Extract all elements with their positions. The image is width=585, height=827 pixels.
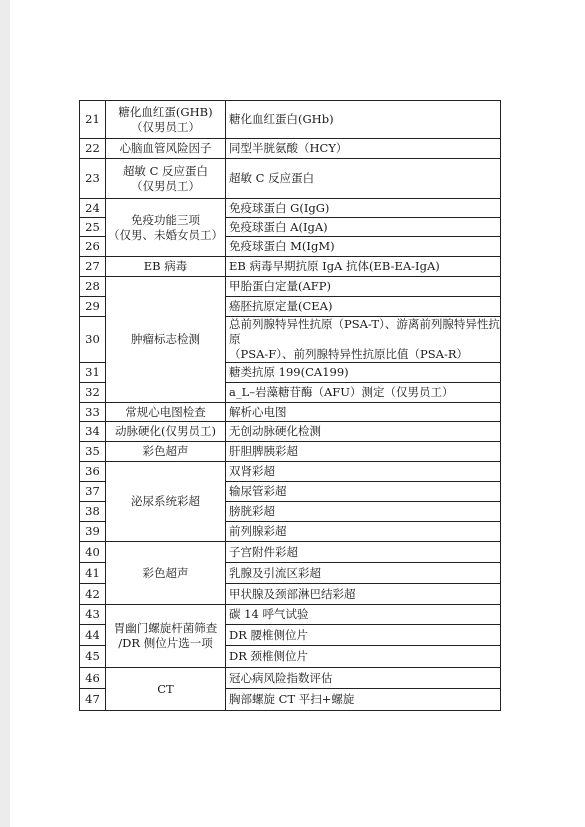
row-number: 43: [80, 605, 106, 625]
row-number: 37: [80, 482, 106, 502]
category-cell: CT: [106, 668, 226, 711]
row-number: 31: [80, 363, 106, 383]
category-line: （仅男员工）: [131, 178, 200, 193]
item-cell: 糖化血红蛋白(GHb): [226, 101, 501, 139]
category-line: /DR 侧位片选一项: [118, 636, 213, 650]
row-number: 41: [80, 563, 106, 584]
item-cell: 肝胆脾胰彩超: [226, 442, 501, 462]
row-number: 39: [80, 522, 106, 542]
item-cell: 免疫球蛋白 A(IgA): [226, 218, 501, 237]
row-number: 35: [80, 442, 106, 462]
item-cell: 免疫球蛋白 G(IgG): [226, 199, 501, 218]
category-cell: 动脉硬化(仅男员工): [106, 422, 226, 442]
page-edge-shadow: [0, 0, 10, 827]
item-cell: 同型半胱氨酸（HCY）: [226, 139, 501, 159]
row-number: 44: [80, 625, 106, 646]
row-number: 45: [80, 646, 106, 668]
row-number: 33: [80, 403, 106, 422]
row-number: 23: [80, 159, 106, 199]
category-line: 免疫功能三项: [131, 212, 200, 227]
category-cell: 常规心电图检查: [106, 403, 226, 422]
item-cell: 膀胱彩超: [226, 502, 501, 522]
item-cell: 冠心病风险指数评估: [226, 668, 501, 689]
item-cell: 双肾彩超: [226, 462, 501, 482]
checkup-items-table: [79, 100, 501, 711]
item-line: 总前列腺特异性抗原（PSA-T）、游离前列腺特异性抗原: [229, 317, 500, 346]
table-row: [80, 422, 501, 442]
row-number: 40: [80, 542, 106, 563]
table-row: [80, 605, 501, 625]
item-cell: 无创动脉硬化检测: [226, 422, 501, 442]
row-number: 34: [80, 422, 106, 442]
table-row: [80, 139, 501, 159]
item-cell: 解析心电图: [226, 403, 501, 422]
table-row: [80, 542, 501, 563]
item-cell: 胸部螺旋 CT 平扫+螺旋: [226, 689, 501, 711]
item-cell: 甲胎蛋白定量(AFP): [226, 277, 501, 297]
category-line: （仅男员工）: [131, 119, 200, 134]
row-number: 24: [80, 199, 106, 218]
item-cell: 乳腺及引流区彩超: [226, 563, 501, 584]
item-cell: 超敏 C 反应蛋白: [226, 159, 501, 199]
item-cell: 碳 14 呼气试验: [226, 605, 501, 625]
category-cell: 肿瘤标志检测: [106, 277, 226, 403]
item-cell: 输尿管彩超: [226, 482, 501, 502]
category-cell: 泌尿系统彩超: [106, 462, 226, 542]
category-cell: EB 病毒: [106, 257, 226, 277]
table-row: [80, 277, 501, 297]
row-number: 26: [80, 237, 106, 257]
item-cell: 甲状腺及颈部淋巴结彩超: [226, 584, 501, 605]
row-number: 42: [80, 584, 106, 605]
table-row: [80, 442, 501, 462]
category-line: 糖化血红蛋(GHB): [118, 104, 213, 119]
category-line: （仅男、未婚女员工）: [108, 227, 223, 242]
category-cell: [106, 159, 226, 199]
category-cell: 心脑血管风险因子: [106, 139, 226, 159]
row-number: 22: [80, 139, 106, 159]
row-number: 28: [80, 277, 106, 297]
table-row: [80, 159, 501, 199]
row-number: 47: [80, 689, 106, 711]
item-cell: DR 颈椎侧位片: [226, 646, 501, 668]
item-cell: 子宫附件彩超: [226, 542, 501, 563]
item-cell: 免疫球蛋白 M(IgM): [226, 237, 501, 257]
item-cell: [226, 317, 501, 363]
row-number: 36: [80, 462, 106, 482]
row-number: 32: [80, 383, 106, 403]
row-number: 46: [80, 668, 106, 689]
row-number: 25: [80, 218, 106, 237]
item-cell: 癌胚抗原定量(CEA): [226, 297, 501, 317]
row-number: 30: [80, 317, 106, 363]
category-cell: [106, 199, 226, 257]
item-line: （PSA-F）、前列腺特异性抗原比值（PSA-R）: [229, 347, 468, 361]
category-line: 胃幽门螺旋杆菌筛查: [113, 621, 218, 635]
category-cell: 彩色超声: [106, 442, 226, 462]
table-row: [80, 403, 501, 422]
table-row: [80, 668, 501, 689]
category-cell: 彩色超声: [106, 542, 226, 605]
category-cell: [106, 605, 226, 668]
table-row: [80, 101, 501, 139]
item-cell: DR 腰椎侧位片: [226, 625, 501, 646]
item-cell: 前列腺彩超: [226, 522, 501, 542]
category-cell: [106, 101, 226, 139]
table-row: [80, 199, 501, 218]
item-cell: 糖类抗原 199(CA199): [226, 363, 501, 383]
item-cell: EB 病毒早期抗原 IgA 抗体(EB-EA-IgA): [226, 257, 501, 277]
table-row: [80, 257, 501, 277]
row-number: 27: [80, 257, 106, 277]
item-cell: a_L–岩藻糖苷酶（AFU）测定（仅男员工）: [226, 383, 501, 403]
row-number: 29: [80, 297, 106, 317]
category-line: 超敏 C 反应蛋白: [122, 163, 209, 178]
table-row: [80, 462, 501, 482]
row-number: 21: [80, 101, 106, 139]
row-number: 38: [80, 502, 106, 522]
